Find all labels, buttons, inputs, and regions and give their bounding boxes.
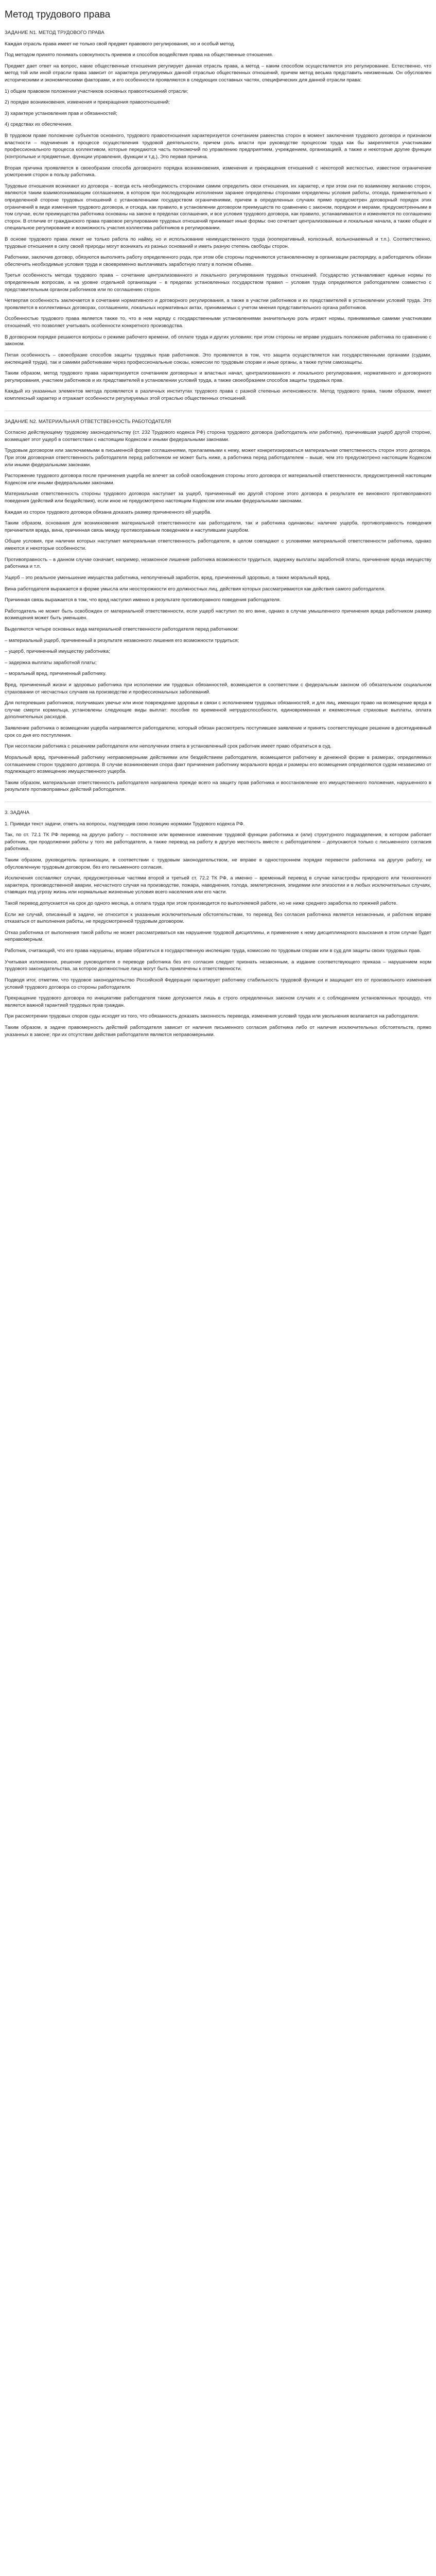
paragraph: Особенностью трудового права является также то, что в нем наряду с государственными установлениями значительную роль играют нормы, принимаемые самими участниками отношений, что позволяет учитывать особенности конкретного производства. bbox=[5, 316, 431, 329]
paragraph: Третья особенность метода трудового права – сочетание централизованного и локального регулирования трудовых отношений. Государство устанавливает единые нормы по определенным вопросам, а на уровне отдельной организации – в пределах установленных государством правил – условия труда определяются работодателем совместно с представительным органом работников или по соглашению сторон. bbox=[5, 273, 431, 293]
paragraph: 4) средствах их обеспечения. bbox=[5, 122, 73, 128]
section-heading: 3. ЗАДАЧА bbox=[5, 809, 30, 816]
document-body bbox=[5, 29, 431, 1038]
paragraph: Если же случай, описанный в задаче, не относится к указанным исключительным обстоятельствам, то перевод без согласия работника является незаконным, и работник вправе отказаться от выполнения работы, не предусмотренной трудовым договором. bbox=[5, 911, 431, 925]
paragraph: Таким образом, основания для возникновения материальной ответственности как работодателя, так и работника одинаковы: наличие ущерба, противоправность поведения причинителя вреда, вина, причинная связь между противоправным поведением и наступившим ущербом. bbox=[5, 520, 431, 533]
paragraph: Вред, причиненный жизни и здоровью работника при исполнении им трудовых обязанностей, возмещается в соответствии с федеральным законом об обязательном социальном страховании от несчастных случаев на производстве и профессиональных заболеваний. bbox=[5, 682, 431, 695]
paragraph: Прекращение трудового договора по инициативе работодателя также допускается лишь в строго определенных законом случаях и с соблюдением установленных процедур, что является важной гарантией трудовых прав граждан. bbox=[5, 995, 431, 1008]
paragraph: В договорном порядке решаются вопросы о режиме рабочего времени, об оплате труда и других условиях; при этом стороны не вправе ухудшать положение работника по сравнению с законом. bbox=[5, 334, 431, 347]
paragraph: Ущерб – это реальное уменьшение имущества работника, неполученный заработок, вред, причиненный здоровью, а также моральный вред. bbox=[5, 574, 330, 581]
paragraph: – ущерб, причиненный имуществу работника; bbox=[5, 649, 110, 655]
paragraph: Каждый из указанных элементов метода проявляется в различных институтах трудового права с разной степенью интенсивности. Метод трудового права, таким образом, имеет комплексный характер и отражает особенности регулируемых этой отраслью общественных отношений. bbox=[5, 388, 431, 401]
paragraph: Расторжение трудового договора после причинения ущерба не влечет за собой освобождения стороны этого договора от материальной ответственности, предусмотренной настоящим Кодексом или иными федеральными законами. bbox=[5, 473, 431, 486]
paragraph: Причинная связь выражается в том, что вред наступил именно в результате противоправного поведения работодателя. bbox=[5, 597, 281, 603]
paragraph: Трудовые отношения возникают из договора – всегда есть необходимость сторонами самим определить свои отношения, их характер, и при этом они по взаимному желанию сторон, являются таким взаимопонимающим соглашением, в котором при последующем исполнении заранее определены сторонами определены условия работы, отсюда, применительно к определенной стороне трудовых отношений с установленными государством ограничениями, причем в определенных случаях прямо предусмотрен договорный порядок этих ограничений в виде изменения трудового договора, и отсюда, как правило, в установлении договором преимуществ по сравнению с законом, порядком и мерами, предусмотренными в том случае, если преимущества работника основаны на законе в пределах соглашения, и все условия трудового договора, как правило, устанавливаются и изменяются по соглашению сторон. В отличие от гражданского права правовое регулирование трудовых отношений принимает иные формы: оно сочетает централизованные и локальные начала, а также общее и специальное регулирование и возможность участия коллектива работников в регулировании. bbox=[5, 183, 431, 231]
paragraph: Исключения составляют случаи, предусмотренные частями второй и третьей ст. 72.2 ТК РФ, а именно – временный перевод в случае катастрофы природного или техногенного характера, производственной аварии, несчастного случая на производстве, пожара, наводнения, голода, землетрясения, эпидемии или эпизоотии и в любых исключительных случаях, ставящих под угрозу жизнь или нормальные жизненные условия всего населения или его части. bbox=[5, 875, 431, 895]
paragraph: Таким образом, метод трудового права характеризуется сочетанием договорных и властных начал, централизованного и локального регулирования, нормативного и договорного регулирования, участием работников и их представителей в установлении условий труда, а также своеобразием способов защиты трудовых прав. bbox=[5, 370, 431, 383]
paragraph: 3) характере установления прав и обязанностей; bbox=[5, 110, 117, 116]
paragraph: Таким образом, материальная ответственность работодателя направлена прежде всего на защиту прав работника и восстановление его имущественного положения, нарушенного в результате противоправных действий работодателя. bbox=[5, 779, 431, 793]
section bbox=[5, 809, 431, 1038]
paragraph: Работник, считающий, что его права нарушены, вправе обратиться в государственную инспекцию труда, комиссию по трудовым спорам или в суд для защиты своих трудовых прав. bbox=[5, 948, 421, 954]
paragraph: Моральный вред, причиненный работнику неправомерными действиями или бездействием работодателя, возмещается работнику в денежной форме в размерах, определяемых соглашением сторон трудового договора. В случае возникновения спора факт причинения работнику морального вреда и размеры его возмещения определяются судом независимо от подлежащего возмещению имущественного ущерба. bbox=[5, 754, 431, 775]
paragraph: Заявление работника о возмещении ущерба направляется работодателю, который обязан рассмотреть поступившее заявление и принять соответствующее решение в десятидневный срок со дня его поступления. bbox=[5, 725, 431, 738]
paragraph: Трудовым договором или заключаемыми в письменной форме соглашениями, прилагаемыми к нему, может конкретизироваться материальная ответственность сторон этого договора. При этом договорная ответственность работодателя перед работником не может быть ниже, а работника перед работодателем – выше, чем это предусмотрено настоящим Кодексом или иными федеральными законами. bbox=[5, 448, 431, 468]
paragraph: – материальный ущерб, причиненный в результате незаконного лишения его возможности трудиться; bbox=[5, 637, 239, 643]
section bbox=[5, 418, 431, 793]
paragraph: – задержка выплаты заработной платы; bbox=[5, 659, 97, 666]
paragraph: Такой перевод допускается на срок до одного месяца, а оплата труда при этом производится по выполняемой работе, но не ниже среднего заработка по прежней работе. bbox=[5, 901, 398, 907]
paragraph: Таким образом, в задаче правомерность действий работодателя зависит от наличия письменного согласия работника либо от наличия исключительных обстоятельств, прямо указанных в законе; при их отсутствии действия работодателя являются неправомерными. bbox=[5, 1024, 431, 1038]
section-heading: ЗАДАНИЕ N1. МЕТОД ТРУДОВОГО ПРАВА bbox=[5, 29, 104, 36]
paragraph: Согласно действующему трудовому законодательству (ст. 232 Трудового кодекса РФ) сторона трудового договора (работодатель или работник), причинившая ущерб другой стороне, возмещает этот ущерб в соответствии с настоящим Кодексом и иными федеральными законами. bbox=[5, 430, 431, 443]
paragraph: 1) общем правовом положении участников основных правоотношений отрасли; bbox=[5, 88, 188, 94]
paragraph: Предмет дает ответ на вопрос, какие общественные отношения регулирует данная отрасль права, а метод – каким способом осуществляется это регулирование. Естественно, что метод той или иной отрасли права зависит от характера регулируемых данной отраслью общественных отношений, причем метод весьма представить неизменным. Он обусловлен историческими и экономическими факторами, и его особенности проявляются в следующих составных частях, специфических для данной отрасли права: bbox=[5, 63, 431, 83]
paragraph: Под методом принято понимать совокупность приемов и способов воздействия права на общественные отношения. bbox=[5, 52, 273, 58]
paragraph: При рассмотрении трудовых споров суды исходят из того, что обязанность доказать законность перевода, изменения условий труда или увольнения возлагается на работодателя. bbox=[5, 1013, 419, 1020]
paragraph: Таким образом, руководитель организации, в соответствии с трудовым законодательством, не вправе в одностороннем порядке перевести работника на другую работу, не обусловленную трудовым договором, без его письменного согласия. bbox=[5, 857, 431, 870]
document-title: Метод трудового права bbox=[5, 9, 111, 20]
paragraph: Вторая причина проявляется в своеобразии способа договорного порядка возникновения, изменения и прекращения отношений с некоторой жесткостью, известное ограничение усмотрения сторон в пользу работника. bbox=[5, 165, 431, 178]
document bbox=[0, 0, 436, 1053]
paragraph: Выделяются четыре основных вида материальной ответственности работодателя перед работником: bbox=[5, 626, 239, 632]
paragraph: – моральный вред, причиненный работнику. bbox=[5, 671, 107, 677]
paragraph: Противоправность – в данном случае означает, например, незаконное лишение работника возможности трудиться, задержку выплаты заработной платы, причинение вреда имуществу работника и т.п. bbox=[5, 556, 431, 570]
paragraph: Каждая отрасль права имеет не только свой предмет правового регулирования, но и особый метод. bbox=[5, 41, 235, 47]
paragraph: Каждая из сторон трудового договора обязана доказать размер причиненного ей ущерба. bbox=[5, 509, 212, 515]
paragraph: При несогласии работника с решением работодателя или неполучении ответа в установленный срок работник имеет право обратиться в суд. bbox=[5, 743, 332, 750]
paragraph: Для потерпевших работников, получивших увечье или иное повреждение здоровья в связи с исполнением трудовых обязанностей, и для лиц, имеющих право на возмещение вреда в случае смерти кормильца, установлены следующие виды выплат: пособие по временной нетрудоспособности, единовременная и ежемесячные страховые выплаты, оплата дополнительных расходов. bbox=[5, 700, 431, 720]
paragraph: Подводя итог, отметим, что трудовое законодательство Российской Федерации гарантирует работнику стабильность трудовой функции и защищает его от произвольного изменения условий трудового договора со стороны работодателя. bbox=[5, 977, 431, 990]
paragraph: В основе трудового права лежит не только работа по найму, но и использование неимущественного труда (кооперативный, колхозный, вольнонаемный и т.п.). Соответственно, трудовые отношения в силу своей природы могут возникать из разных оснований и иметь разную степень свободы сторон. bbox=[5, 236, 431, 249]
paragraph: 1. Приведи текст задачи, ответь на вопросы, подтвердив свою позицию нормами Трудового кодекса РФ. bbox=[5, 821, 245, 827]
paragraph: Четвертая особенность заключается в сочетании нормативного и договорного регулирования, а также в участии работников и их представителей в установлении условий труда. Это проявляется в коллективных договорах, соглашениях, локальных нормативных актах, принимаемых с учетом мнения представительного органа работников. bbox=[5, 298, 431, 311]
paragraph: Учитывая изложенное, решение руководителя о переводе работника без его согласия следует признать незаконным, а издание соответствующего приказа – нарушением норм трудового законодательства, за которое должностные лица могут быть привлечены к ответственности. bbox=[5, 959, 431, 972]
paragraph: Вина работодателя выражается в форме умысла или неосторожности его должностных лиц, действия которых рассматриваются как действия самого работодателя. bbox=[5, 586, 386, 592]
section-heading: ЗАДАНИЕ N2. МАТЕРИАЛЬНАЯ ОТВЕТСТВЕННОСТЬ РАБОТОДАТЕЛЯ bbox=[5, 418, 171, 425]
paragraph: Работники, заключив договор, обязуются выполнять работу определенного рода, при этом обе стороны подчиняются установленному в организации распорядку, а работодатель обязан обеспечить необходимые условия труда и своевременно выплачивать заработную плату в полном объеме. bbox=[5, 255, 431, 267]
paragraph: Общие условия, при наличии которых наступает материальная ответственность работодателя, в целом совпадают с условиями материальной ответственности работника, однако имеются и некоторые особенности. bbox=[5, 538, 431, 552]
paragraph: Так, по ст. 72.1 ТК РФ перевод на другую работу – постоянное или временное изменение трудовой функции работника и (или) структурного подразделения, в котором работает работник, при продолжении работы у того же работодателя, а также перевод на работу в другую местность вместе с работодателем – допускаются только с письменного согласия работника. bbox=[5, 832, 431, 852]
paragraph: 2) порядке возникновения, изменения и прекращения правоотношений; bbox=[5, 99, 170, 106]
section bbox=[5, 29, 431, 402]
paragraph: Отказ работника от выполнения такой работы не может рассматриваться как нарушение трудовой дисциплины, и применение к нему дисциплинарного взыскания в этом случае будет неправомерным. bbox=[5, 929, 431, 943]
paragraph: Материальная ответственность стороны трудового договора наступает за ущерб, причиненный ею другой стороне этого договора в результате ее виновного противоправного поведения (действий или бездействия), если иное не предусмотрено настоящим Кодексом или иными федеральными законами. bbox=[5, 491, 431, 504]
paragraph: Пятая особенность – своеобразие способов защиты трудовых прав работников. Это проявляется в том, что защита осуществляется как государственными органами (судами, инспекцией труда), так и самими работниками через профессиональные союзы, комиссии по трудовым спорам и иные органы, а также путем самозащиты. bbox=[5, 352, 431, 365]
paragraph: Работодатель не может быть освобожден от материальной ответственности, если ущерб наступил по его вине, однако в случае умышленного причинения вреда работником размер возмещения может быть уменьшен. bbox=[5, 608, 431, 621]
paragraph: В трудовом праве положение субъектов основного, трудового правоотношения характеризуется сочетанием равенства сторон в момент заключения трудового договора и признаком властности – подчинения в процессе осуществления трудовой деятельности, причем роль власти при руководстве процессом труда как бы закрепляется участниками профессионального процесса коллективом, которые передаются часть полномочий по управлению предприятием, учреждением, организацией, а также и некоторые другие функции (контрольные и предметные, функции управления, функции и т.д.). Это первая причина. bbox=[5, 133, 431, 160]
